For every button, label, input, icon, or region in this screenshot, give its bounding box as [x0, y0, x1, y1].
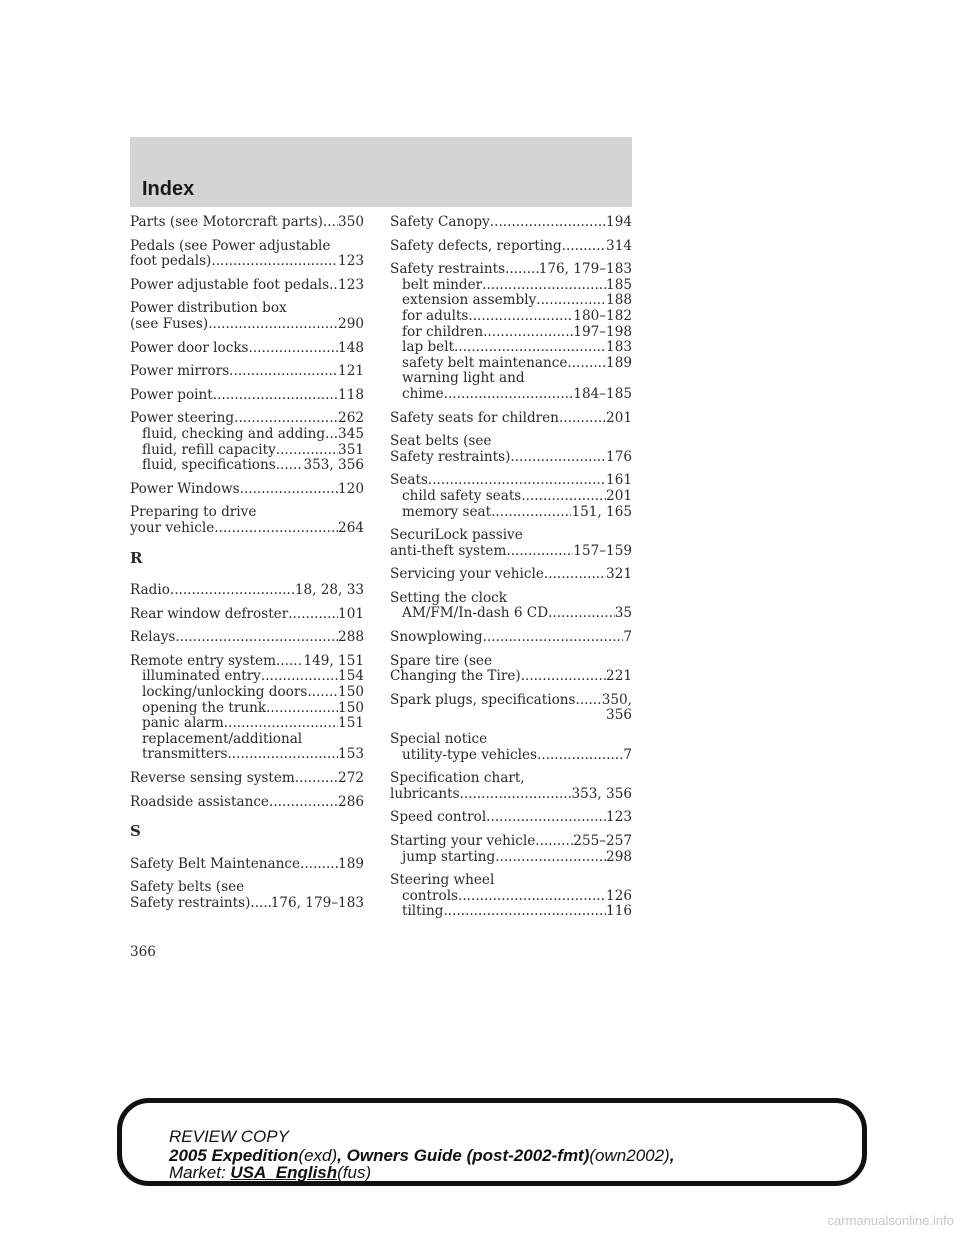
entry-page-ref: 185 — [606, 277, 632, 293]
entry-term: Power point — [130, 387, 213, 403]
entry-term: transmitters — [142, 747, 228, 763]
index-subentry-line — [130, 685, 364, 701]
entry-page-ref: 290 — [338, 316, 364, 332]
entry-page-ref: 184–185 — [573, 386, 632, 402]
entry-page-ref: 321 — [606, 567, 632, 583]
entry-page-ref: 353, 356 — [303, 458, 364, 474]
entry-term: Radio — [130, 583, 170, 599]
entry-term: replacement/additional — [142, 731, 303, 747]
index-subentry-line — [390, 278, 632, 294]
index-entry-line — [390, 771, 632, 787]
market-name: USA_English — [230, 1163, 338, 1182]
dot-leader — [266, 701, 338, 717]
index-entry-line — [130, 771, 364, 787]
entry-page-ref: 148 — [338, 340, 364, 356]
entry-term: extension assembly — [402, 293, 537, 309]
entry-page-ref: 180–182 — [573, 308, 632, 324]
index-entry-line — [390, 544, 632, 560]
dot-leader — [234, 411, 338, 427]
index-entry — [390, 239, 632, 255]
index-entry — [390, 215, 632, 231]
entry-page-ref: 7 — [623, 747, 632, 763]
entry-term: Seats — [390, 473, 428, 489]
index-subentry-line — [390, 505, 632, 521]
entry-page-ref: 353, 356 — [571, 786, 632, 802]
market-code: (fus) — [337, 1163, 372, 1182]
index-subentry-line — [130, 701, 364, 717]
dot-leader — [227, 747, 338, 763]
index-entry-line — [130, 521, 364, 537]
dot-leader — [325, 427, 338, 443]
index-subentry-line — [390, 850, 632, 866]
dot-leader — [491, 505, 571, 521]
dot-leader — [454, 340, 606, 356]
index-entry-line — [390, 873, 632, 889]
index-subentry-line — [130, 427, 364, 443]
index-subentry-line — [390, 489, 632, 505]
index-entry-line — [390, 693, 632, 709]
entry-page-ref: 101 — [338, 606, 364, 622]
dot-leader — [224, 716, 338, 732]
index-entry-line — [130, 630, 364, 646]
index-subentry-line — [130, 732, 364, 748]
entry-term: Changing the Tire) — [390, 669, 521, 685]
entry-page-ref: 298 — [606, 849, 632, 865]
entry-page-ref: 221 — [606, 669, 632, 685]
guide-name: Owners Guide (post-2002-fmt) — [346, 1146, 590, 1165]
dot-leader — [536, 293, 606, 309]
index-entry — [390, 873, 632, 920]
dot-leader — [521, 669, 606, 685]
index-entry-line — [130, 364, 364, 380]
entry-term: Pedals (see Power adjustable — [130, 238, 331, 254]
index-subentry-line — [390, 748, 632, 764]
index-entry-line — [390, 669, 632, 685]
entry-page-ref: 189 — [606, 355, 632, 371]
entry-term: Parts (see Motorcraft parts) — [130, 215, 323, 230]
index-entry-line — [130, 607, 364, 623]
entry-page-ref: 151 — [338, 716, 364, 732]
index-entry — [130, 857, 364, 873]
entry-term: for adults — [402, 308, 469, 324]
entry-term: Special notice — [390, 732, 488, 748]
index-letter-heading: S — [130, 822, 141, 841]
index-subentry-line — [390, 356, 632, 372]
index-entry-line — [130, 254, 364, 270]
entry-term: Snowplowing — [390, 630, 483, 646]
index-entry-line — [130, 301, 364, 317]
index-entry-line — [390, 262, 632, 278]
entry-page-ref: 18, 28, 33 — [294, 583, 364, 599]
entry-term: Power distribution box — [130, 301, 287, 317]
index-entry — [130, 388, 364, 404]
dot-leader — [276, 458, 304, 474]
index-entry — [130, 630, 364, 646]
entry-page-ref: 197–198 — [573, 324, 632, 340]
dot-leader — [269, 795, 338, 811]
entry-term: jump starting — [402, 849, 496, 865]
dot-leader — [229, 364, 338, 380]
entry-page-ref: 7 — [623, 630, 632, 646]
entry-page-ref: 126 — [606, 888, 632, 904]
index-entry-line — [390, 654, 632, 670]
dot-leader — [261, 669, 338, 685]
index-entry — [130, 607, 364, 623]
index-entry-line — [130, 215, 364, 231]
index-entry-line — [130, 317, 364, 333]
dot-leader — [483, 325, 573, 341]
dot-leader — [537, 748, 623, 764]
index-entry-line — [130, 482, 364, 498]
dot-leader — [544, 567, 606, 583]
dot-leader — [559, 411, 606, 427]
index-entry-line — [130, 388, 364, 404]
entry-term: Spark plugs, specifications — [390, 692, 576, 708]
index-entry-line — [130, 857, 364, 873]
entry-term: child safety seats — [402, 488, 522, 504]
dot-leader — [548, 606, 615, 622]
entry-term: panic alarm — [142, 716, 224, 732]
entry-term: Safety Canopy — [390, 215, 490, 230]
entry-term: lap belt — [402, 340, 455, 356]
entry-term: AM/FM/In-dash 6 CD — [402, 606, 549, 622]
entry-term: Relays — [130, 630, 176, 646]
entry-term: foot pedals) — [130, 254, 212, 270]
index-entry — [130, 880, 364, 911]
entry-term: lubricants — [390, 786, 460, 802]
entry-page-ref: 123 — [606, 810, 632, 826]
entry-term: Safety belts (see — [130, 880, 245, 896]
index-entry — [390, 771, 632, 802]
dot-leader — [567, 356, 606, 372]
entry-page-ref: 183 — [606, 340, 632, 356]
entry-term: controls — [402, 888, 459, 904]
dot-leader — [506, 544, 573, 560]
index-entry — [390, 567, 632, 583]
index-entry-line — [390, 834, 632, 850]
entry-term: Spare tire (see — [390, 653, 493, 669]
index-subentry-line — [130, 716, 364, 732]
review-copy-model-line: 2005 Expedition(exd), Owners Guide (post-2002-fmt)(own2002), — [169, 1146, 675, 1165]
index-subentry-line — [130, 458, 364, 474]
entry-page-ref: 154 — [338, 669, 364, 685]
model-code: (exd) — [298, 1146, 338, 1165]
entry-term: Seat belts (see — [390, 434, 492, 450]
entry-page-ref: 288 — [338, 630, 364, 646]
index-subentry-line — [390, 340, 632, 356]
entry-term: fluid, refill capacity — [142, 442, 276, 458]
dot-leader — [249, 341, 339, 357]
entry-page-ref: 123 — [338, 277, 364, 293]
entry-term: your vehicle — [130, 520, 215, 536]
entry-term: Remote entry system — [130, 653, 276, 669]
index-subentry-line — [130, 747, 364, 763]
page-header — [130, 137, 632, 207]
entry-page-ref: 123 — [338, 254, 364, 270]
entry-term: Power Windows — [130, 481, 240, 497]
index-entry — [390, 262, 632, 402]
index-entry — [130, 341, 364, 357]
entry-page-ref: 149, 151 — [303, 653, 364, 669]
dot-leader — [562, 239, 606, 255]
review-copy-box — [117, 1098, 867, 1186]
entry-page-ref: 121 — [338, 364, 364, 380]
index-entry-line — [130, 795, 364, 811]
dot-leader — [276, 443, 338, 459]
watermark: carmanualsonline.info — [827, 1213, 954, 1228]
entry-page-ref: 262 — [338, 411, 364, 427]
entry-term: belt minder — [402, 277, 483, 293]
entry-page-ref: 201 — [606, 410, 632, 426]
index-entry — [130, 301, 364, 332]
entry-term: Roadside assistance — [130, 794, 269, 810]
dot-leader — [213, 388, 338, 404]
dot-leader — [211, 254, 338, 270]
dot-leader — [483, 630, 624, 646]
entry-term: tilting — [402, 904, 444, 920]
dot-leader — [170, 583, 295, 599]
entry-term: Safety restraints — [390, 262, 506, 278]
index-entry-line — [130, 341, 364, 357]
index-entry — [390, 810, 632, 826]
dot-leader — [495, 850, 606, 866]
index-entry — [390, 434, 632, 465]
entry-page-ref: 35 — [614, 606, 632, 622]
index-entry — [130, 583, 364, 599]
entry-term: memory seat — [402, 504, 492, 520]
dot-leader — [510, 450, 606, 466]
dot-leader — [276, 654, 303, 670]
entry-term: Power mirrors — [130, 364, 230, 380]
entry-page-ref: 350, — [601, 692, 632, 708]
index-entry — [130, 278, 364, 294]
entry-term: Servicing your vehicle — [390, 567, 544, 583]
entry-term: Power adjustable foot pedals — [130, 277, 330, 293]
model-name: 2005 Expedition — [169, 1146, 299, 1165]
review-copy-label: REVIEW COPY — [169, 1127, 289, 1146]
dot-leader — [468, 309, 573, 325]
index-entry-line — [390, 473, 632, 489]
dot-leader — [307, 685, 338, 701]
entry-term: Reverse sensing system — [130, 771, 295, 787]
dot-leader — [490, 215, 606, 231]
entry-term: Power steering — [130, 411, 235, 427]
entry-term: SecuriLock passive — [390, 528, 523, 544]
index-entry — [390, 411, 632, 427]
dot-leader — [295, 771, 338, 787]
index-entry-line — [390, 450, 632, 466]
entry-term: fluid, checking and adding — [142, 426, 326, 442]
entry-term: Power door locks — [130, 340, 249, 356]
dot-leader — [288, 607, 338, 623]
entry-page-ref: 150 — [338, 700, 364, 716]
entry-page-ref: 176 — [606, 449, 632, 465]
index-entry-line — [130, 880, 364, 896]
guide-code: (own2002) — [589, 1146, 670, 1165]
index-entry — [390, 528, 632, 559]
index-subentry-line — [390, 889, 632, 905]
dot-leader — [460, 787, 572, 803]
index-entry — [130, 215, 364, 231]
entry-term: warning light and — [402, 371, 525, 387]
dot-leader — [486, 810, 606, 826]
index-entry-line — [390, 239, 632, 255]
index-entry — [130, 771, 364, 787]
entry-page-ref: 157–159 — [573, 543, 632, 559]
index-entry-line — [130, 411, 364, 427]
entry-term: 356 — [606, 708, 632, 724]
entry-term: locking/unlocking doors — [142, 685, 308, 701]
entry-page-ref: 189 — [338, 856, 364, 872]
entry-term: Safety Belt Maintenance — [130, 856, 301, 872]
entry-page-ref: 176, 179–183 — [270, 896, 364, 911]
index-entry-line — [390, 528, 632, 544]
dot-leader — [535, 834, 573, 850]
index-entry-line — [390, 630, 632, 646]
index-entry-line — [130, 278, 364, 294]
index-subentry-line — [130, 669, 364, 685]
entry-term: chime — [402, 386, 444, 402]
dot-leader — [443, 904, 606, 920]
index-entry — [130, 505, 364, 536]
entry-page-ref: 150 — [338, 685, 364, 701]
review-copy-market-line — [169, 1163, 371, 1183]
entry-page-ref: 345 — [338, 426, 364, 442]
index-entry — [390, 693, 632, 724]
entry-term: Preparing to drive — [130, 505, 257, 521]
index-subentry-line — [390, 904, 632, 920]
entry-term: Rear window defroster — [130, 606, 289, 622]
index-entry-line — [390, 591, 632, 607]
dot-leader — [458, 889, 606, 905]
entry-page-ref: 116 — [606, 904, 632, 920]
entry-page-ref: 264 — [338, 520, 364, 536]
entry-term: anti-theft system — [390, 543, 507, 559]
entry-page-ref: 255–257 — [573, 834, 632, 849]
index-entry — [390, 834, 632, 865]
entry-term: illuminated entry — [142, 669, 261, 685]
index-column-left — [130, 215, 364, 920]
entry-term: Safety restraints) — [390, 449, 511, 465]
index-entry-line — [390, 708, 632, 724]
entry-term: Safety restraints) — [130, 896, 251, 911]
index-entry — [390, 630, 632, 646]
dot-leader — [300, 857, 338, 873]
index-entry — [130, 482, 364, 498]
entry-page-ref: 176, 179–183 — [538, 262, 632, 278]
entry-page-ref: 194 — [606, 215, 632, 230]
entry-page-ref: 153 — [338, 747, 364, 763]
index-entry-line — [390, 215, 632, 231]
index-entry-line — [390, 810, 632, 826]
dot-leader — [240, 482, 338, 498]
page-title: Index — [142, 178, 195, 200]
index-entry-line — [390, 411, 632, 427]
entry-term: utility-type vehicles — [402, 747, 538, 763]
index-subentry-line — [390, 325, 632, 341]
index-entry-line — [130, 505, 364, 521]
index-subentry-line — [390, 309, 632, 325]
dot-leader — [175, 630, 338, 646]
index-subentry-line — [390, 387, 632, 403]
dot-leader — [521, 489, 606, 505]
market-label: Market: — [169, 1163, 231, 1182]
index-subentry-line — [390, 606, 632, 622]
entry-term: Starting your vehicle — [390, 834, 536, 849]
entry-page-ref: 201 — [606, 488, 632, 504]
index-subentry-line — [390, 293, 632, 309]
index-entry — [130, 411, 364, 473]
index-entry — [130, 239, 364, 270]
entry-term: Safety seats for children — [390, 410, 559, 426]
index-entry-line — [390, 567, 632, 583]
index-entry — [130, 364, 364, 380]
entry-term: fluid, specifications — [142, 458, 276, 474]
entry-page-ref: 161 — [606, 473, 632, 489]
index-subentry-line — [130, 443, 364, 459]
entry-page-ref: 151, 165 — [571, 504, 632, 520]
dot-leader — [505, 262, 539, 278]
entry-term: Safety defects, reporting — [390, 238, 562, 254]
entry-page-ref: 118 — [338, 387, 364, 403]
index-entry — [390, 732, 632, 763]
entry-page-ref: 351 — [338, 442, 364, 458]
index-letter-heading: R — [130, 548, 143, 567]
index-entry-line — [130, 654, 364, 670]
entry-term: Steering wheel — [390, 873, 495, 889]
dot-leader — [444, 387, 574, 403]
entry-page-ref: 314 — [606, 238, 632, 254]
dot-leader — [250, 896, 270, 912]
entry-page-ref: 120 — [338, 481, 364, 497]
dot-leader — [576, 693, 602, 709]
index-entry-line — [130, 583, 364, 599]
dot-leader — [214, 521, 338, 537]
entry-page-ref: 350 — [338, 215, 364, 230]
index-subentry-line — [390, 371, 632, 387]
entry-term: Specification chart, — [390, 771, 525, 787]
entry-term: Speed control — [390, 810, 487, 826]
index-entry — [130, 795, 364, 811]
entry-term: safety belt maintenance — [402, 355, 568, 371]
page-number: 366 — [130, 944, 156, 960]
dot-leader — [323, 215, 338, 231]
index-entry — [130, 654, 364, 763]
index-column-right — [390, 215, 632, 928]
index-entry — [390, 654, 632, 685]
entry-term: Setting the clock — [390, 590, 507, 606]
entry-term: opening the trunk — [142, 700, 267, 716]
dot-leader — [482, 278, 606, 294]
entry-page-ref: 286 — [338, 794, 364, 810]
index-entry-line — [390, 787, 632, 803]
index-entry-line — [390, 732, 632, 748]
index-entry-line — [130, 239, 364, 255]
index-entry — [390, 591, 632, 622]
dot-leader — [208, 317, 338, 333]
index-entry — [390, 473, 632, 520]
entry-page-ref: 272 — [338, 771, 364, 787]
dot-leader — [329, 278, 338, 294]
index-entry-line — [390, 434, 632, 450]
index-entry-line — [130, 896, 364, 912]
dot-leader — [428, 473, 606, 489]
entry-term: (see Fuses) — [130, 316, 209, 332]
entry-term: for children — [402, 324, 484, 340]
entry-page-ref: 188 — [606, 293, 632, 309]
